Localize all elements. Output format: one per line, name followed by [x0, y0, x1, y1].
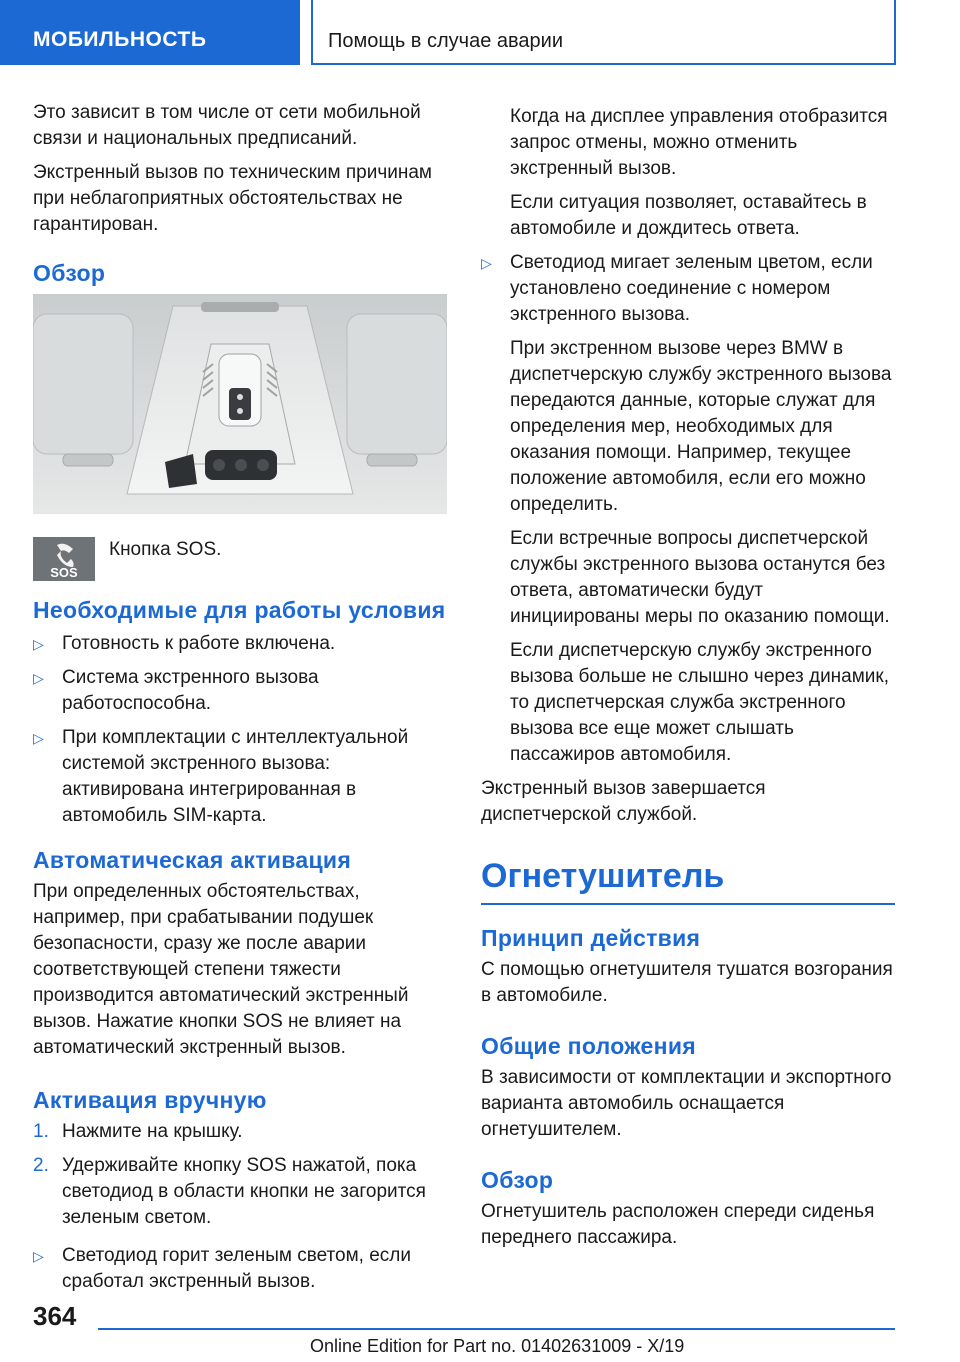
- sos-legend: [33, 533, 447, 603]
- header-section-title: МОБИЛЬНОСТЬ: [33, 28, 207, 51]
- paragraph: Когда на дисплее управления отобразится запрос отмены, можно отменить экстренный вызов.: [510, 106, 888, 179]
- header-chapter-tab: [311, 0, 896, 65]
- paragraph: В зависимости от комплектации и экспортного варианта автомобиль оснащается огнетушителем.: [481, 1066, 892, 1140]
- list-item: ▷ Готовность к работе включена.: [33, 631, 447, 657]
- right-column: [481, 104, 895, 1259]
- heading-manual-activation: Активация вручную: [33, 1087, 267, 1113]
- triangle-bullet-icon: ▷: [481, 255, 492, 271]
- list-item: ▷ Светодиод горит зеленым светом, если сработал экстренный вызов.: [33, 1245, 411, 1292]
- sos-console-photo: [33, 294, 447, 514]
- list-item: ▷ Светодиод мигает зеленым цветом, если установлено соединение с номером экстренного вызова.: [481, 252, 873, 325]
- paragraph: Если диспетчерскую службу экстренного вызова больше не слышно через динамик, то диспетчерская служба экстренного вызова все еще может слышать пассажиров автомобиля.: [510, 640, 890, 765]
- paragraph: Если ситуация позволяет, оставайтесь в автомобиле и дождитесь ответа.: [510, 192, 867, 239]
- numbered-step: 1. Нажмите на крышку.: [33, 1121, 243, 1142]
- heading-fire-extinguisher: Огнетушитель: [481, 857, 725, 895]
- sos-phone-icon: [33, 537, 95, 581]
- heading-principle: Принцип действия: [481, 924, 701, 951]
- heading-overview-extinguisher: Обзор: [481, 1166, 554, 1193]
- heading-conditions: Необходимые для работы условия: [33, 597, 446, 623]
- triangle-bullet-icon: ▷: [33, 1248, 44, 1264]
- header-section-tab: [0, 0, 300, 65]
- list-item: ▷ При комплектации с интеллектуальной системой экстренного вызова: активирована интегрированная в автомобиль SIM-карта.: [33, 727, 409, 826]
- paragraph: При экстренном вызове через BMW в диспетчерскую службу экстренного вызова передаются данные, которые служат для определения мер, необходимых для оказания помощи. Например, текущее положение автомобиля, если его можно определить.: [510, 338, 892, 515]
- footer-rule: [98, 1328, 895, 1330]
- triangle-bullet-icon: ▷: [33, 636, 44, 652]
- header-chapter-title: Помощь в случае аварии: [328, 30, 563, 52]
- sos-icon-text: SOS: [50, 565, 78, 580]
- triangle-bullet-icon: ▷: [33, 730, 44, 746]
- paragraph: Экстренный вызов завершается диспетчерской службой.: [481, 778, 766, 825]
- paragraph: Это зависит в том числе от сети мобильной связи и национальных предписаний.: [33, 102, 421, 149]
- heading-auto-activation: Автоматическая активация: [33, 847, 352, 873]
- paragraph: При определенных обстоятельствах, например, при срабатывании подушек безопасности, сразу же после аварии соответствующей степени тяжести производится автоматический экстренный вызов. Нажатие кнопки SOS не влияет на автоматический экстренный вызов.: [33, 881, 409, 1058]
- heading-general: Общие положения: [481, 1032, 696, 1059]
- numbered-step: 2. Удерживайте кнопку SOS нажатой, пока светодиод в области кнопки не загорится зеленым светом.: [33, 1155, 426, 1228]
- paragraph: Экстренный вызов по техническим причинам при неблагоприятных обстоятельствах не гарантирован.: [33, 162, 432, 235]
- paragraph: С помощью огнетушителя тушатся возгорания в автомобиле.: [481, 958, 893, 1006]
- paragraph: Если встречные вопросы диспетчерской службы экстренного вызова останутся без ответа, автоматически будут инициированы меры по оказанию помощи.: [510, 528, 890, 627]
- heading-overview: Обзор: [33, 260, 106, 286]
- footer-edition: Online Edition for Part no. 01402631009 - X/19: [310, 1336, 685, 1356]
- paragraph: Огнетушитель расположен спереди сиденья переднего пассажира.: [481, 1200, 875, 1248]
- left-column: [33, 100, 447, 1303]
- triangle-bullet-icon: ▷: [33, 670, 44, 686]
- heading-rule: [481, 903, 895, 905]
- list-item: ▷ Система экстренного вызова работоспособна.: [33, 667, 319, 714]
- sos-button-label: Кнопка SOS.: [109, 539, 222, 560]
- page-number: 364: [33, 1301, 77, 1331]
